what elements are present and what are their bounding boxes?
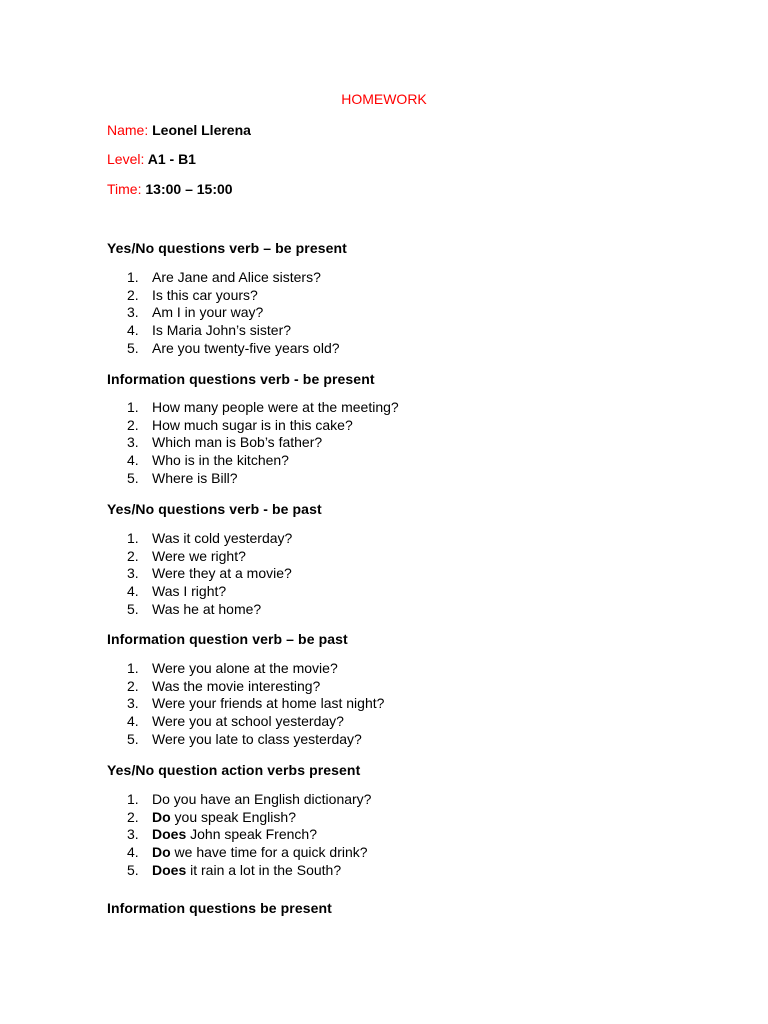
section-heading: Information question verb – be past (107, 631, 348, 647)
list-item (127, 695, 384, 713)
item-text: we have time for a quick drink? (170, 844, 368, 861)
list-item (127, 304, 340, 322)
item-text: Were you at school yesterday? (152, 713, 344, 730)
item-text: Were you alone at the movie? (152, 660, 338, 676)
list-item (127, 548, 292, 566)
question-list (127, 399, 399, 487)
name-label: Name: (107, 122, 149, 138)
list-item (127, 340, 340, 358)
name-line (107, 122, 251, 138)
list-item (127, 791, 371, 809)
time-label: Time: (107, 181, 142, 197)
item-number: 1. (127, 791, 139, 807)
list-item (127, 862, 371, 880)
section-heading: Yes/No questions verb - be past (107, 501, 322, 517)
item-text: it rain a lot in the South? (186, 861, 342, 878)
section-heading: Information questions verb - be present (107, 371, 375, 387)
list-item (127, 826, 371, 844)
item-number: 2. (127, 547, 139, 564)
item-number: 1. (127, 660, 139, 676)
list-item (127, 583, 292, 601)
item-number: 1. (127, 399, 139, 415)
item-keyword: Do (152, 844, 171, 861)
list-item (127, 322, 340, 340)
list-item (127, 434, 399, 452)
item-text: Were you late to class yesterday? (152, 730, 362, 747)
item-text: Where is Bill? (152, 469, 238, 486)
list-item (127, 417, 399, 435)
item-number: 3. (127, 434, 139, 451)
item-text: Is Maria John’s sister? (152, 322, 292, 339)
question-list (127, 791, 371, 879)
item-number: 3. (127, 304, 139, 321)
question-list (127, 269, 340, 357)
level-label: Level: (107, 151, 145, 167)
item-number: 3. (127, 565, 139, 582)
item-number: 5. (127, 339, 139, 356)
item-number: 5. (127, 469, 139, 486)
section-heading: Information questions be present (107, 900, 332, 916)
item-text: Were your friends at home last night? (152, 695, 385, 712)
item-text: Are you twenty-five years old? (152, 339, 340, 356)
level-value: A1 - B1 (147, 151, 196, 167)
item-number: 3. (127, 826, 139, 843)
item-number: 1. (127, 269, 139, 285)
item-text: John speak French? (186, 826, 317, 843)
list-item (127, 287, 340, 305)
item-number: 3. (127, 695, 139, 712)
list-item (127, 844, 371, 862)
item-text: Were we right? (152, 547, 246, 564)
time-line (107, 181, 233, 197)
item-number: 4. (127, 713, 139, 730)
item-number: 2. (127, 677, 139, 694)
item-number: 4. (127, 452, 139, 469)
list-item (127, 660, 384, 678)
item-number: 5. (127, 600, 139, 617)
item-text: Do you have an English dictionary? (152, 791, 372, 807)
item-text: Was it cold yesterday? (152, 530, 293, 546)
level-line (107, 151, 196, 167)
item-text: Who is in the kitchen? (152, 452, 289, 469)
item-text: Are Jane and Alice sisters? (152, 269, 321, 285)
item-keyword: Does (152, 826, 187, 843)
item-number: 2. (127, 808, 139, 825)
list-item (127, 565, 292, 583)
list-item (127, 678, 384, 696)
item-text: How much sugar is in this cake? (152, 416, 353, 433)
item-number: 2. (127, 416, 139, 433)
item-number: 4. (127, 583, 139, 600)
list-item (127, 452, 399, 470)
item-text: Was I right? (152, 583, 227, 600)
item-text: How many people were at the meeting? (152, 399, 399, 415)
item-text: Were they at a movie? (152, 565, 292, 582)
question-list (127, 530, 292, 618)
item-number: 5. (127, 861, 139, 878)
list-item (127, 731, 384, 749)
question-list (127, 660, 384, 748)
item-number: 1. (127, 530, 139, 546)
list-item (127, 269, 340, 287)
section-heading: Yes/No questions verb – be present (107, 240, 347, 256)
list-item (127, 530, 292, 548)
item-keyword: Does (152, 861, 187, 878)
list-item (127, 601, 292, 619)
item-text: Am I in your way? (152, 304, 264, 321)
item-number: 4. (127, 844, 139, 861)
list-item (127, 399, 399, 417)
time-value: 13:00 – 15:00 (145, 181, 233, 197)
item-number: 4. (127, 322, 139, 339)
item-text: you speak English? (170, 808, 296, 825)
item-text: Was the movie interesting? (152, 677, 321, 694)
item-number: 2. (127, 286, 139, 303)
list-item (127, 470, 399, 488)
name-value: Leonel Llerena (152, 122, 251, 138)
list-item (127, 713, 384, 731)
item-text: Is this car yours? (152, 286, 258, 303)
item-text: Was he at home? (152, 600, 262, 617)
item-keyword: Do (152, 808, 171, 825)
section-heading: Yes/No question action verbs present (107, 762, 361, 778)
item-text: Which man is Bob’s father? (152, 434, 323, 451)
list-item (127, 809, 371, 827)
page-title: HOMEWORK (341, 91, 427, 107)
item-number: 5. (127, 730, 139, 747)
